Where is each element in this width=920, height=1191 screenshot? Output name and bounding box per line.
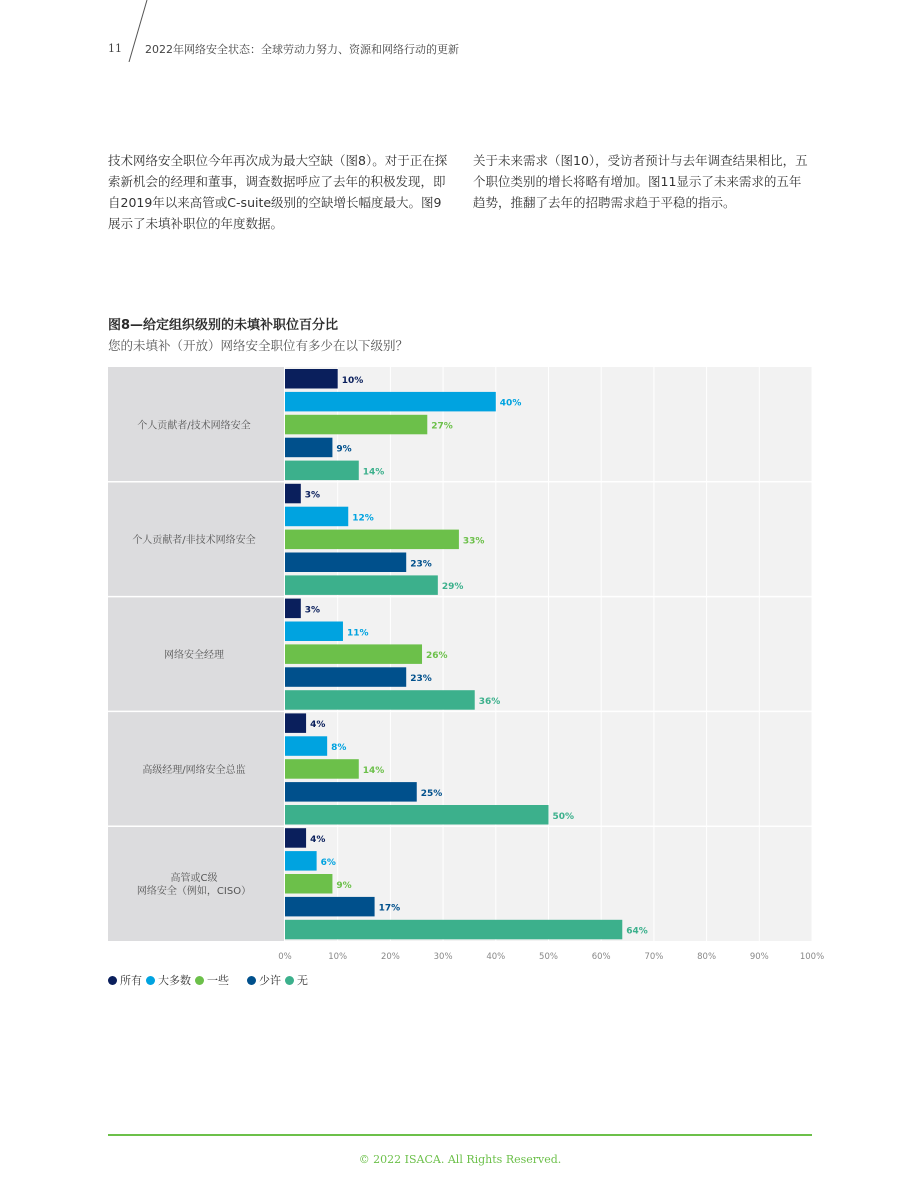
legend-label: 少许	[259, 974, 281, 987]
bar-value-label: 6%	[320, 857, 336, 868]
bar-value-label: 12%	[352, 513, 374, 524]
x-tick-label: 90%	[749, 952, 769, 962]
document-title: 2022年网络安全状态：全球劳动力努力、资源和网络行动的更新	[145, 43, 459, 56]
page-number: 11	[108, 42, 122, 55]
bar	[285, 759, 359, 779]
bar-value-label: 17%	[378, 903, 401, 914]
bar-value-label: 27%	[431, 421, 453, 432]
bar	[285, 484, 301, 504]
bar-value-label: 9%	[336, 880, 352, 891]
x-tick-label: 30%	[433, 952, 453, 962]
x-tick-label: 100%	[799, 952, 825, 962]
intro-paragraph-right: 关于未来需求（图10），受访者预计与去年调查结果相比，五个职位类别的增长将略有增加。图11显示了未来需求的五年趋势，推翻了去年的招聘需求趋于平稳的指示。	[473, 153, 808, 210]
legend-dot-icon	[247, 976, 256, 985]
legend-item-some	[195, 972, 229, 988]
bar	[285, 530, 459, 550]
bar-value-label: 29%	[441, 582, 464, 593]
bar-value-label: 4%	[310, 834, 326, 845]
legend-item-all	[108, 972, 142, 988]
bar	[285, 690, 475, 710]
bar	[285, 415, 427, 435]
bar-value-label: 50%	[552, 811, 575, 822]
category-label: 高级经理/网络安全总监	[142, 764, 246, 776]
category-label: 网络安全经理	[164, 650, 224, 661]
bar	[285, 828, 306, 848]
bar-value-label: 11%	[346, 628, 369, 639]
legend-dot-icon	[195, 976, 204, 985]
bar	[285, 874, 332, 894]
footer-copyright: © 2022 ISACA. All Rights Reserved.	[358, 1153, 562, 1166]
x-tick-label: 80%	[697, 952, 717, 962]
bar	[285, 575, 438, 595]
category-label: 个人贡献者/技术网络安全	[137, 420, 251, 432]
bar	[285, 369, 338, 389]
bar-value-label: 40%	[499, 398, 522, 409]
bar	[285, 438, 332, 458]
intro-paragraph-left: 技术网络安全职位今年再次成为最大空缺（图8）。对于正在探索新机会的经理和董事，调查数据呼应了去年的积极发现，即自2019年以来高管或C-suite级别的空缺增长幅度最大。图9展示了未填补职位的年度数据。	[108, 153, 448, 231]
bar-value-label: 33%	[462, 536, 485, 547]
legend-label: 无	[297, 974, 308, 987]
bar-value-label: 26%	[426, 651, 448, 662]
x-tick-label: 50%	[539, 952, 558, 962]
x-tick-label: 60%	[591, 952, 611, 962]
x-tick-label: 10%	[328, 952, 348, 962]
figure-subtitle: 您的未填补（开放）网络安全职位有多少在以下级别？	[108, 338, 409, 353]
bar	[285, 553, 406, 573]
bar	[285, 782, 417, 802]
bar	[285, 920, 622, 940]
bar	[285, 599, 301, 619]
bar-value-label: 14%	[362, 765, 385, 776]
legend-label: 所有	[120, 974, 142, 987]
bar-value-label: 10%	[341, 375, 364, 386]
legend-label: 一些	[207, 974, 229, 987]
x-tick-label: 70%	[644, 952, 664, 962]
bar-value-label: 8%	[331, 743, 347, 754]
legend-dot-icon	[146, 976, 155, 985]
bar	[285, 897, 375, 917]
bar-value-label: 9%	[336, 444, 352, 455]
bar	[285, 507, 348, 527]
category-label: 高管或C级	[170, 873, 218, 885]
bar	[285, 713, 306, 733]
bar	[285, 644, 422, 664]
bar-value-label: 36%	[478, 696, 501, 707]
bar-value-label: 14%	[362, 467, 385, 478]
bar-value-label: 23%	[410, 674, 432, 685]
x-tick-label: 40%	[486, 952, 506, 962]
footer-rule	[108, 1134, 812, 1136]
bar-value-label: 64%	[626, 926, 648, 937]
bar	[285, 461, 359, 481]
bar-value-label: 25%	[420, 788, 443, 799]
legend-item-none	[285, 972, 308, 988]
bar-value-label: 3%	[304, 490, 321, 501]
bar-value-label: 23%	[410, 559, 432, 570]
bar	[285, 736, 327, 756]
x-tick-label: 20%	[380, 952, 400, 962]
bar	[285, 392, 496, 412]
x-tick-label: 0%	[278, 952, 292, 962]
legend-dot-icon	[285, 976, 294, 985]
bar	[285, 622, 343, 642]
bar	[285, 851, 317, 871]
category-label: 网络安全（例如，CISO）	[136, 886, 252, 898]
chart-legend	[108, 972, 312, 988]
bar	[285, 667, 406, 687]
category-label: 个人贡献者/非技术网络安全	[132, 535, 256, 547]
bar	[285, 805, 549, 825]
legend-label: 大多数	[158, 974, 191, 987]
bar-value-label: 4%	[310, 720, 326, 731]
figure-title: 图8—给定组织级别的未填补职位百分比	[108, 318, 339, 333]
legend-item-few	[247, 972, 281, 988]
legend-item-most	[146, 972, 191, 988]
bar-value-label: 3%	[304, 605, 321, 616]
legend-dot-icon	[108, 976, 117, 985]
